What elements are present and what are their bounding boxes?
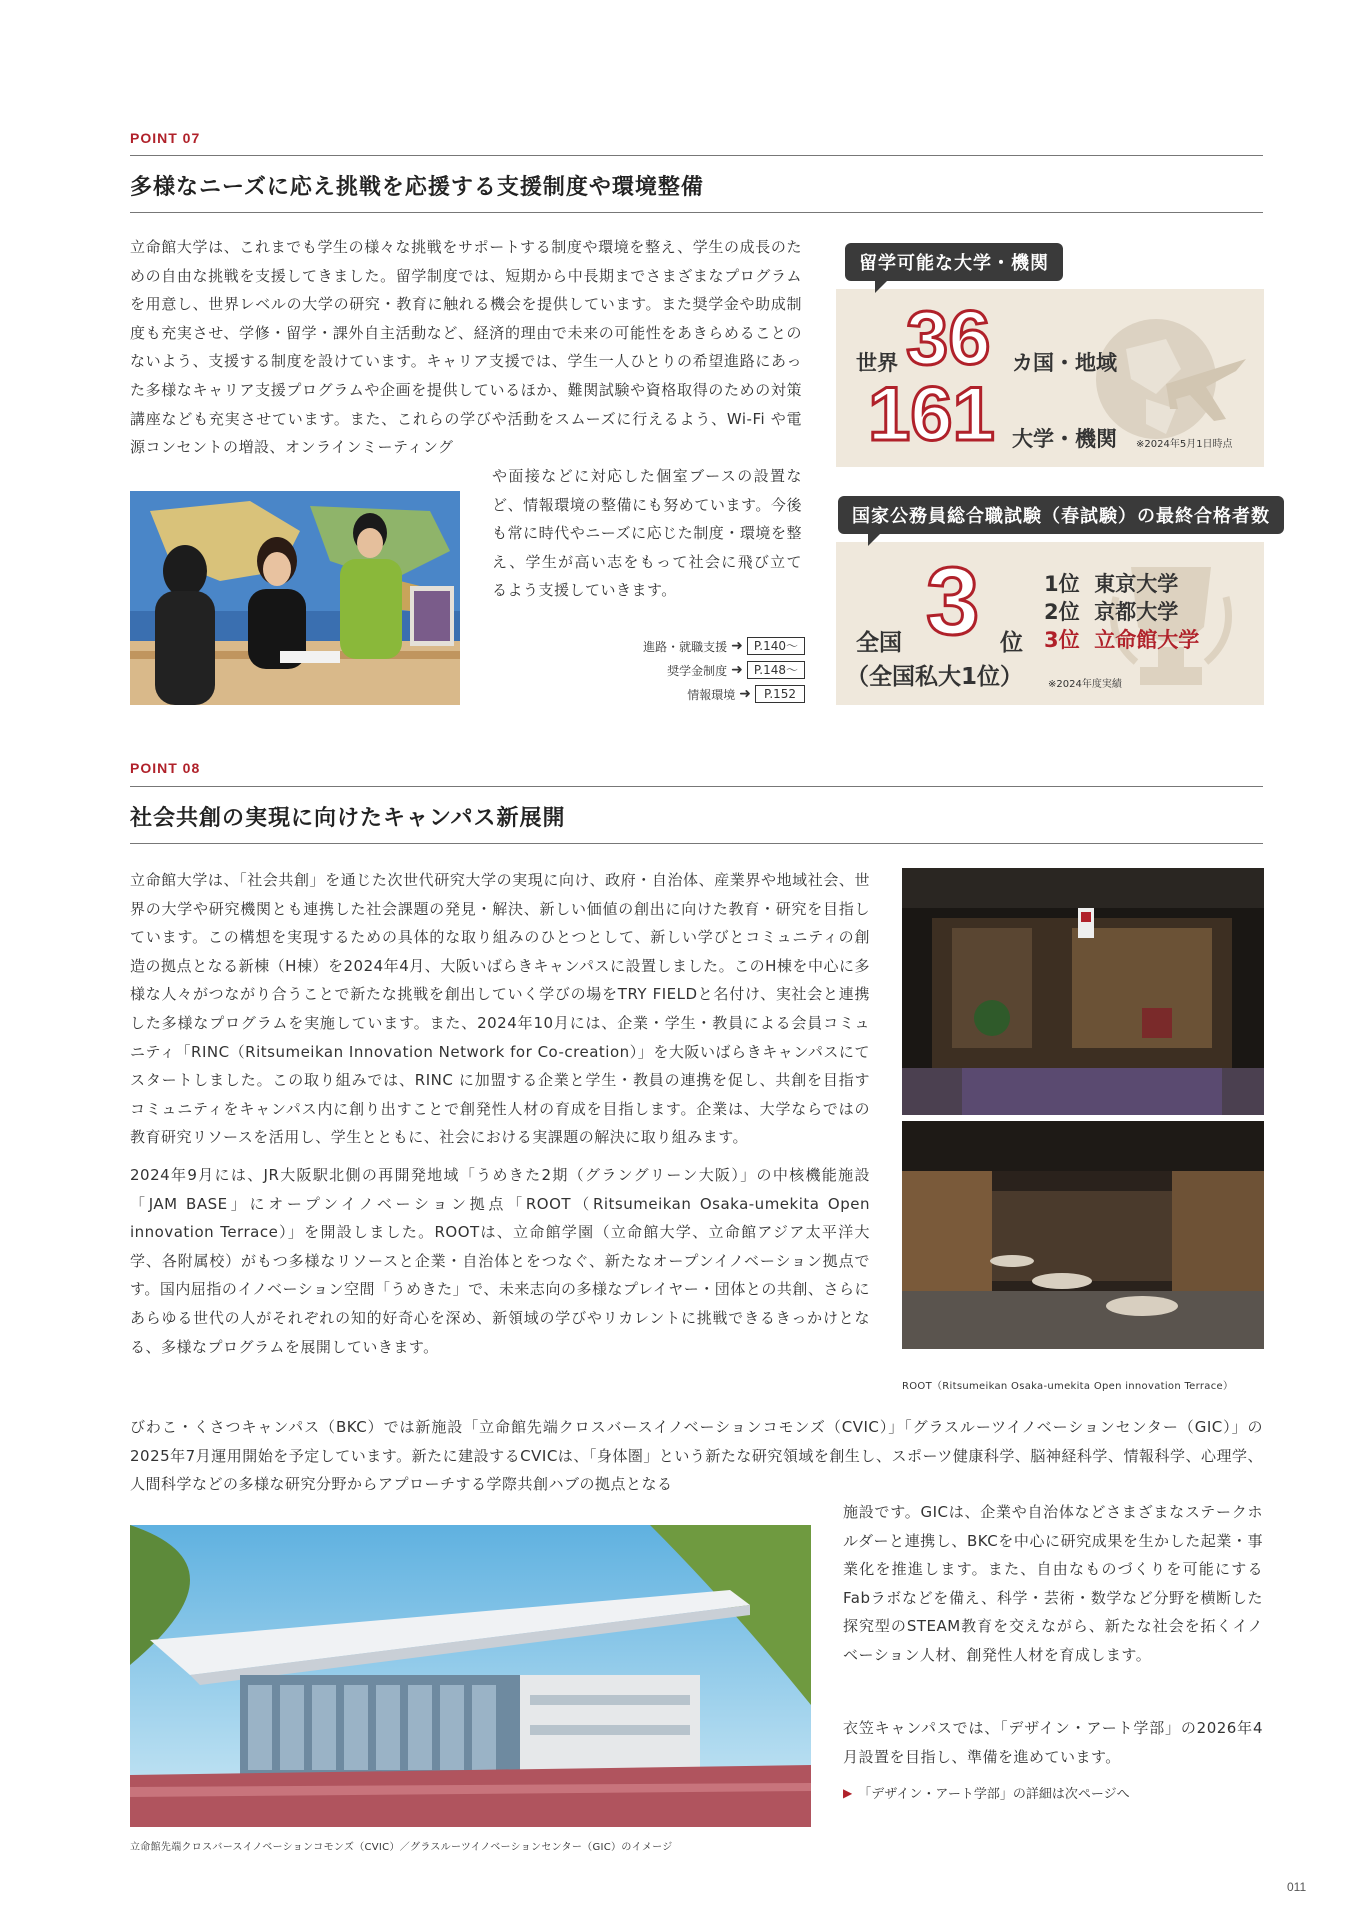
ref-page[interactable]: P.152 [755, 685, 805, 703]
page-number: 011 [1287, 1880, 1307, 1894]
nationwide-prefix: 全国 [856, 630, 902, 656]
countries-number: 36 [906, 296, 991, 381]
world-prefix: 世界 [856, 351, 898, 375]
countries-unit: カ国・地域 [1012, 351, 1117, 375]
point08-label: POINT 08 [130, 760, 201, 776]
ref-page[interactable]: P.148〜 [747, 661, 805, 679]
arrow-right-icon: ➜ [731, 638, 743, 654]
students-photo [130, 491, 460, 705]
point08-paragraph-3-side: 施設です。GICは、企業や自治体などさまざまなステークホルダーと連携し、BKCを中心に研究成果を生かした起業・事業化を推進します。また、自由なものづくりを可能にするFabラボなどを備え、科学・芸術・数学など分野を横断した探究型のSTEAM教育を交えながら、新たな社会を拓くイノベーション人材、創発性人材を育成します。 [843, 1503, 1263, 1664]
private-rank-sub: （全国私大1位） [846, 664, 1024, 690]
point07-label: POINT 07 [130, 130, 201, 146]
ranking-item-highlight: 3位 立命館大学 [1044, 628, 1200, 652]
study-abroad-badge: 留学可能な大学・機関 [845, 243, 1063, 281]
ref-label: 進路・就職支援 [643, 639, 728, 654]
arrow-right-icon: ➜ [731, 662, 743, 678]
point08-paragraph-4: 衣笠キャンパスでは、「デザイン・アート学部」の2026年4月設置を目指し、準備を進めています。 [843, 1719, 1263, 1766]
point08-heading: 社会共創の実現に向けたキャンパス新展開 [130, 806, 566, 831]
civil-service-note: ※2024年度実績 [1048, 679, 1122, 690]
root-photo-entrance [902, 868, 1264, 1115]
point08-top-rule [130, 786, 1263, 787]
root-caption: ROOT（Ritsumeikan Osaka-umekita Open innovation Terrace） [902, 1381, 1234, 1392]
point08-paragraph-3-top: びわこ・くさつキャンパス（BKC）では新施設「立命館先端クロスバースイノベーションコモンズ（CVIC）」「グラスルーツイノベーションセンター（GIC）」の2025年7月運用開始を予定しています。新たに建設するCVICは、「身体圏」という新たな研究領域を創生し、スポーツ健康科学、脳神経科学、情報科学、心理学、人間科学などの多様な研究分野からアプローチする学際共創ハブの拠点となる [130, 1418, 1263, 1494]
point08-bottom-rule [130, 843, 1263, 844]
triangle-right-icon: ▶ [843, 1785, 853, 1800]
civil-service-badge: 国家公務員総合職試験（春試験）の最終合格者数 [838, 496, 1284, 534]
ref-row[interactable] [560, 661, 805, 679]
ref-label: 奨学金制度 [667, 663, 728, 678]
institutions-number: 161 [868, 372, 995, 457]
arrow-right-icon: ➜ [739, 686, 751, 702]
ref-row[interactable] [560, 685, 805, 703]
ref-label: 情報環境 [687, 687, 736, 702]
rank-unit: 位 [1000, 630, 1023, 656]
ref-row[interactable] [560, 637, 805, 655]
design-art-link-text[interactable]: 「デザイン・アート学部」の詳細は次ページへ [858, 1787, 1130, 1802]
design-art-link[interactable] [843, 1783, 1130, 1802]
point07-paragraph-side: や面接などに対応した個室ブースの設置など、情報環境の整備にも努めています。今後も常に時代やニーズに応じた制度・環境を整え、学生が高い志をもって社会に飛び立てるよう支援していきます。 [492, 467, 802, 600]
study-abroad-note: ※2024年5月1日時点 [1136, 439, 1233, 450]
point07-refs [560, 637, 805, 703]
point07-heading: 多様なニーズに応え挑戦を応援する支援制度や環境整備 [130, 175, 704, 200]
institutions-unit: 大学・機関 [1012, 427, 1117, 451]
point07-top-rule [130, 155, 1263, 156]
cvic-gic-rendering [130, 1525, 811, 1827]
point08-paragraph-2: 2024年9月には、JR大阪駅北側の再開発地域「うめきた2期（グラングリーン大阪）」の中核機能施設「JAM BASE」にオープンイノベーション拠点「ROOT（Ritsumeikan Osaka-umekita Open innovation Terrace）」を開設しました。ROOTは、立命館学園（立命館大学、立命館アジア太平洋大学、各附属校）がもつ多様なリソースと企業・自治体とをつなぐ、新たなオープンイノベーション拠点です。国内屈指のイノベーション空間「うめきた」で、未来志向の多様なプレイヤー・団体との共創、さらにあらゆる世代の人がそれぞれの知的好奇心を深め、新領域の学びやリカレントに挑戦できるきっかけとなる、多様なプログラムを展開していきます。 [130, 1166, 870, 1356]
cvic-gic-caption: 立命館先端クロスバースイノベーションコモンズ（CVIC）／グラスルーツイノベーションセンター（GIC）のイメージ [130, 1842, 673, 1853]
point07-paragraph-main: 立命館大学は、これまでも学生の様々な挑戦をサポートする制度や環境を整え、学生の成長のための自由な挑戦を支援してきました。留学制度では、短期から中長期までさまざまなプログラムを用意し、世界レベルの大学の研究・教育に触れる機会を提供しています。また奨学金や助成制度も充実させ、学修・留学・課外自主活動など、経済的理由で未来の可能性をあきらめることのないよう、支援する制度を設けています。キャリア支援では、学生一人ひとりの希望進路にあった多様なキャリア支援プログラムや企画を提供しているほか、難関試験や資格取得のための対策講座なども充実させています。また、これらの学びや活動をスムーズに行えるよう、Wi-Fi や電源コンセントの増設、オンラインミーティング [130, 238, 802, 457]
point07-bottom-rule [130, 212, 1263, 213]
point08-paragraph-1: 立命館大学は、「社会共創」を通じた次世代研究大学の実現に向け、政府・自治体、産業界や地域社会、世界の大学や研究機関とも連携した社会課題の発見・解決、新しい価値の創出に向けた教育・研究を目指しています。この構想を実現するための具体的な取り組みのひとつとして、新しい学びとコミュニティの創造の拠点となる新棟（H棟）を2024年4月、大阪いばらきキャンパスに設置しました。このH棟を中心に多様な人々がつながり合うことで新たな挑戦を創出していく学びの場をTRY FIELDと名付け、実社会と連携した多様なプログラムを実施しています。また、2024年10月には、企業・学生・教員による会員コミュニティ「RINC（Ritsumeikan Innovation Network for Co-creation）」を大阪いばらきキャンパスにてスタートしました。この取り組みでは、RINC に加盟する企業と学生・教員の連携を促し、共創を目指すコミュニティをキャンパス内に創り出すことで創発性人材の育成を目指します。企業は、大学ならではの教育研究リソースを活用し、学生とともに、社会における実課題の解決に取り組みます。 [130, 871, 870, 1147]
root-photo-interior [902, 1121, 1264, 1349]
ref-page[interactable]: P.140〜 [747, 637, 805, 655]
ranking-item: 1位 東京大学 [1044, 572, 1179, 596]
study-abroad-panel [836, 289, 1264, 467]
civil-service-panel [836, 542, 1264, 705]
rank-number: 3 [926, 548, 980, 655]
ranking-list [1044, 570, 1199, 654]
ranking-item: 2位 京都大学 [1044, 600, 1179, 624]
